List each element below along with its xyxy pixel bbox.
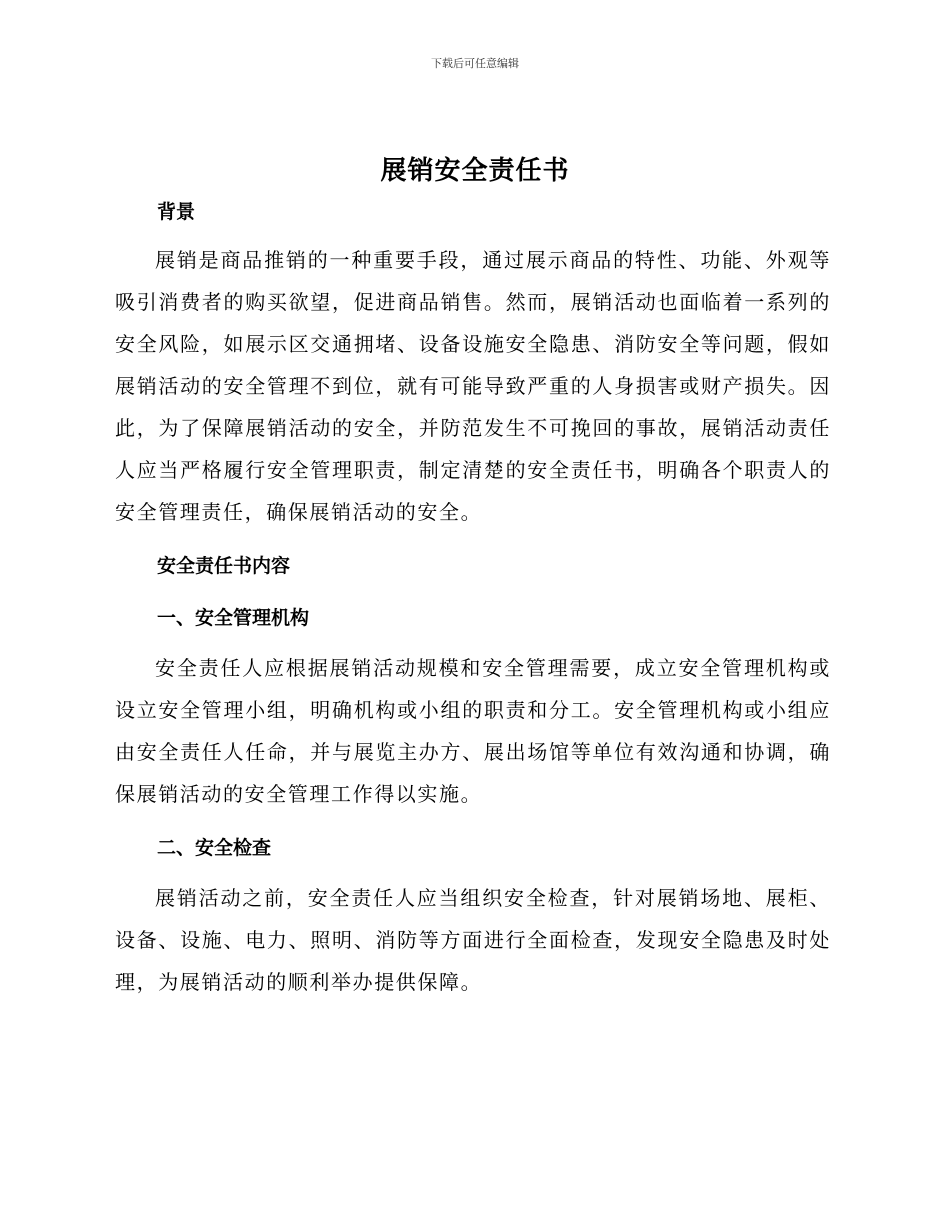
document-title: 展销安全责任书	[380, 156, 570, 186]
header-note: 下载后可任意编辑	[431, 57, 519, 70]
section1-heading: 一、安全管理机构	[157, 607, 310, 629]
background-paragraph: 展销是商品推销的一种重要手段，通过展示商品的特性、功能、外观等吸引消费者的购买欲望，促进商品销售。然而，展销活动也面临着一系列的安全风险，如展示区交通拥堵、设备设施安全隐患、消防安全等问题，假如展销活动的安全管理不到位，就有可能导致严重的人身损害或财产损失。因此，为了保障展销活动的安全，并防范发生不可挽回的事故，展销活动责任人应当严格履行安全管理职责，制定清楚的安全责任书，明确各个职责人的安全管理责任，确保展销活动的安全。	[115, 248, 831, 524]
background-heading: 背景	[157, 201, 196, 223]
section1-paragraph: 安全责任人应根据展销活动规模和安全管理需要，成立安全管理机构或设立安全管理小组，明确机构或小组的职责和分工。安全管理机构或小组应由安全责任人任命，并与展览主办方、展出场馆等单位有效沟通和协调，确保展销活动的安全管理工作得以实施。	[115, 656, 831, 806]
document-body	[115, 195, 831, 1003]
section2-heading: 二、安全检查	[157, 837, 272, 859]
section2-paragraph: 展销活动之前，安全责任人应当组织安全检查，针对展销场地、展柜、设备、设施、电力、照明、消防等方面进行全面检查，发现安全隐患及时处理，为展销活动的顺利举办提供保障。	[115, 886, 831, 994]
content-heading: 安全责任书内容	[157, 555, 291, 577]
